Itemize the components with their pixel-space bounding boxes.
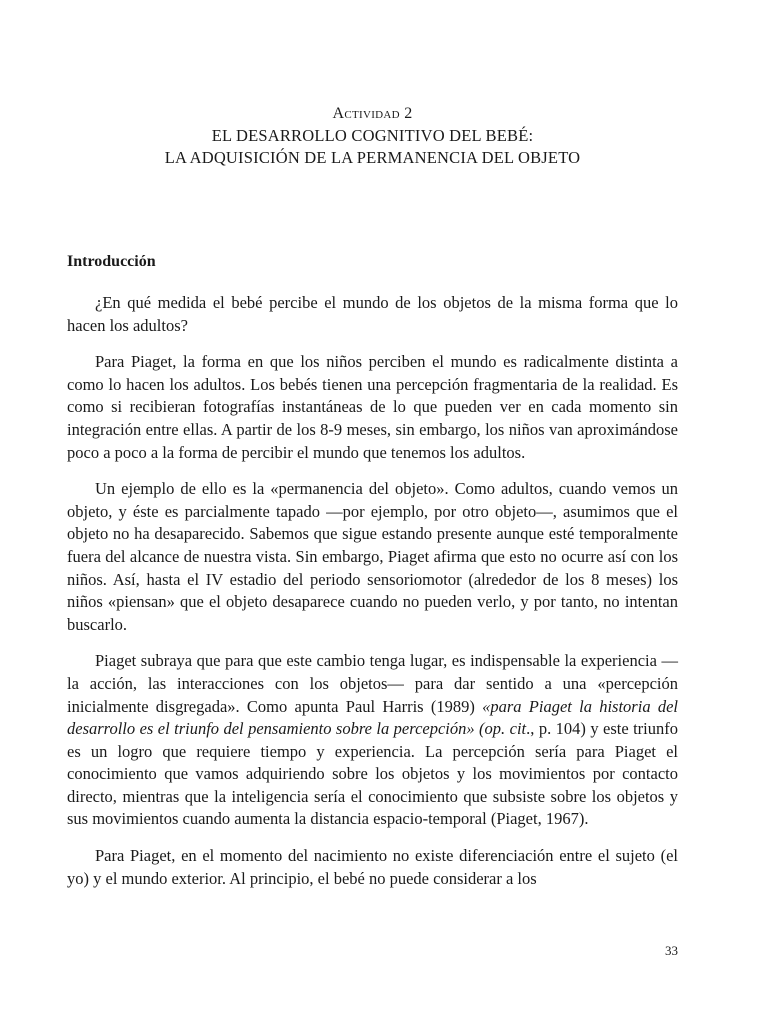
paragraph-4-quote: «para Piaget la historia del desarrollo es el triunfo del pensamiento sobre la percepción» (op. cit xyxy=(67,696,678,739)
paragraph-4 xyxy=(67,650,678,831)
page-number: 33 xyxy=(665,943,678,958)
section-heading: Introducción xyxy=(67,253,156,270)
chapter-title-line-1: EL DESARROLLO COGNITIVO DEL BEBÉ: xyxy=(211,126,534,145)
activity-label: Actividad 2 xyxy=(332,105,413,122)
paragraph-5: Para Piaget, en el momento del nacimiento no existe diferenciación entre el sujeto (el yo) y el mundo exterior. Al principio, el bebé no puede considerar a los xyxy=(67,846,678,888)
paragraph-3: Un ejemplo de ello es la «permanencia del objeto». Como adultos, cuando vemos un objeto, y éste es parcialmente tapado —por ejemplo, por otro objeto—, asumimos que el objeto no ha desaparecido. Sabemos que sigue estando presente aunque esté temporalmente fuera del alcance de nuestra vista. Sin embargo, Piaget afirma que esto no ocurre así con los niños. Así, hasta el IV estadio del periodo sensoriomotor (alrededor de los 8 meses) los niños «piensan» que el objeto desaparece cuando no pueden verlo, y por tanto, no intentan buscarlo. xyxy=(67,479,678,634)
paragraph-1: ¿En qué medida el bebé percibe el mundo de los objetos de la misma forma que lo hacen los adultos? xyxy=(67,293,678,335)
body-text xyxy=(67,292,678,904)
paragraph-2: Para Piaget, la forma en que los niños perciben el mundo es radicalmente distinta a como lo hacen los adultos. Los bebés tienen una percepción fragmentaria de la realidad. Es como si recibieran fotografías instantáneas de lo que pueden ver en cada momento sin integración entre ellas. A partir de los 8-9 meses, sin embargo, los niños van aproximándose poco a poco a la forma de percibir el mundo que tenemos los adultos. xyxy=(67,352,678,462)
document-page xyxy=(67,0,678,1024)
chapter-title-line-2: LA ADQUISICIÓN DE LA PERMANENCIA DEL OBJETO xyxy=(164,148,581,167)
paragraph-4-text-b: ., p. 104) y este triunfo es un logro que requiere tiempo y experiencia. La percepción sería para Piaget el conocimiento que vamos adquiriendo sobre los objetos y los movimientos por contacto directo, mientras que la inteligencia sería el conocimiento que subsiste sobre los objetos y sus movimientos cuando aumenta la distancia espacio-temporal (Piaget, 1967). xyxy=(67,719,679,829)
chapter-header xyxy=(67,103,678,169)
paragraph-4-text-a: Piaget subraya que para que este cambio tenga lugar, es indispensable la experiencia —la acción, las interacciones con los objetos— para dar sentido a una «percepción inicialmente disgregada». Como apunta Paul Harris (1989) xyxy=(67,651,678,716)
